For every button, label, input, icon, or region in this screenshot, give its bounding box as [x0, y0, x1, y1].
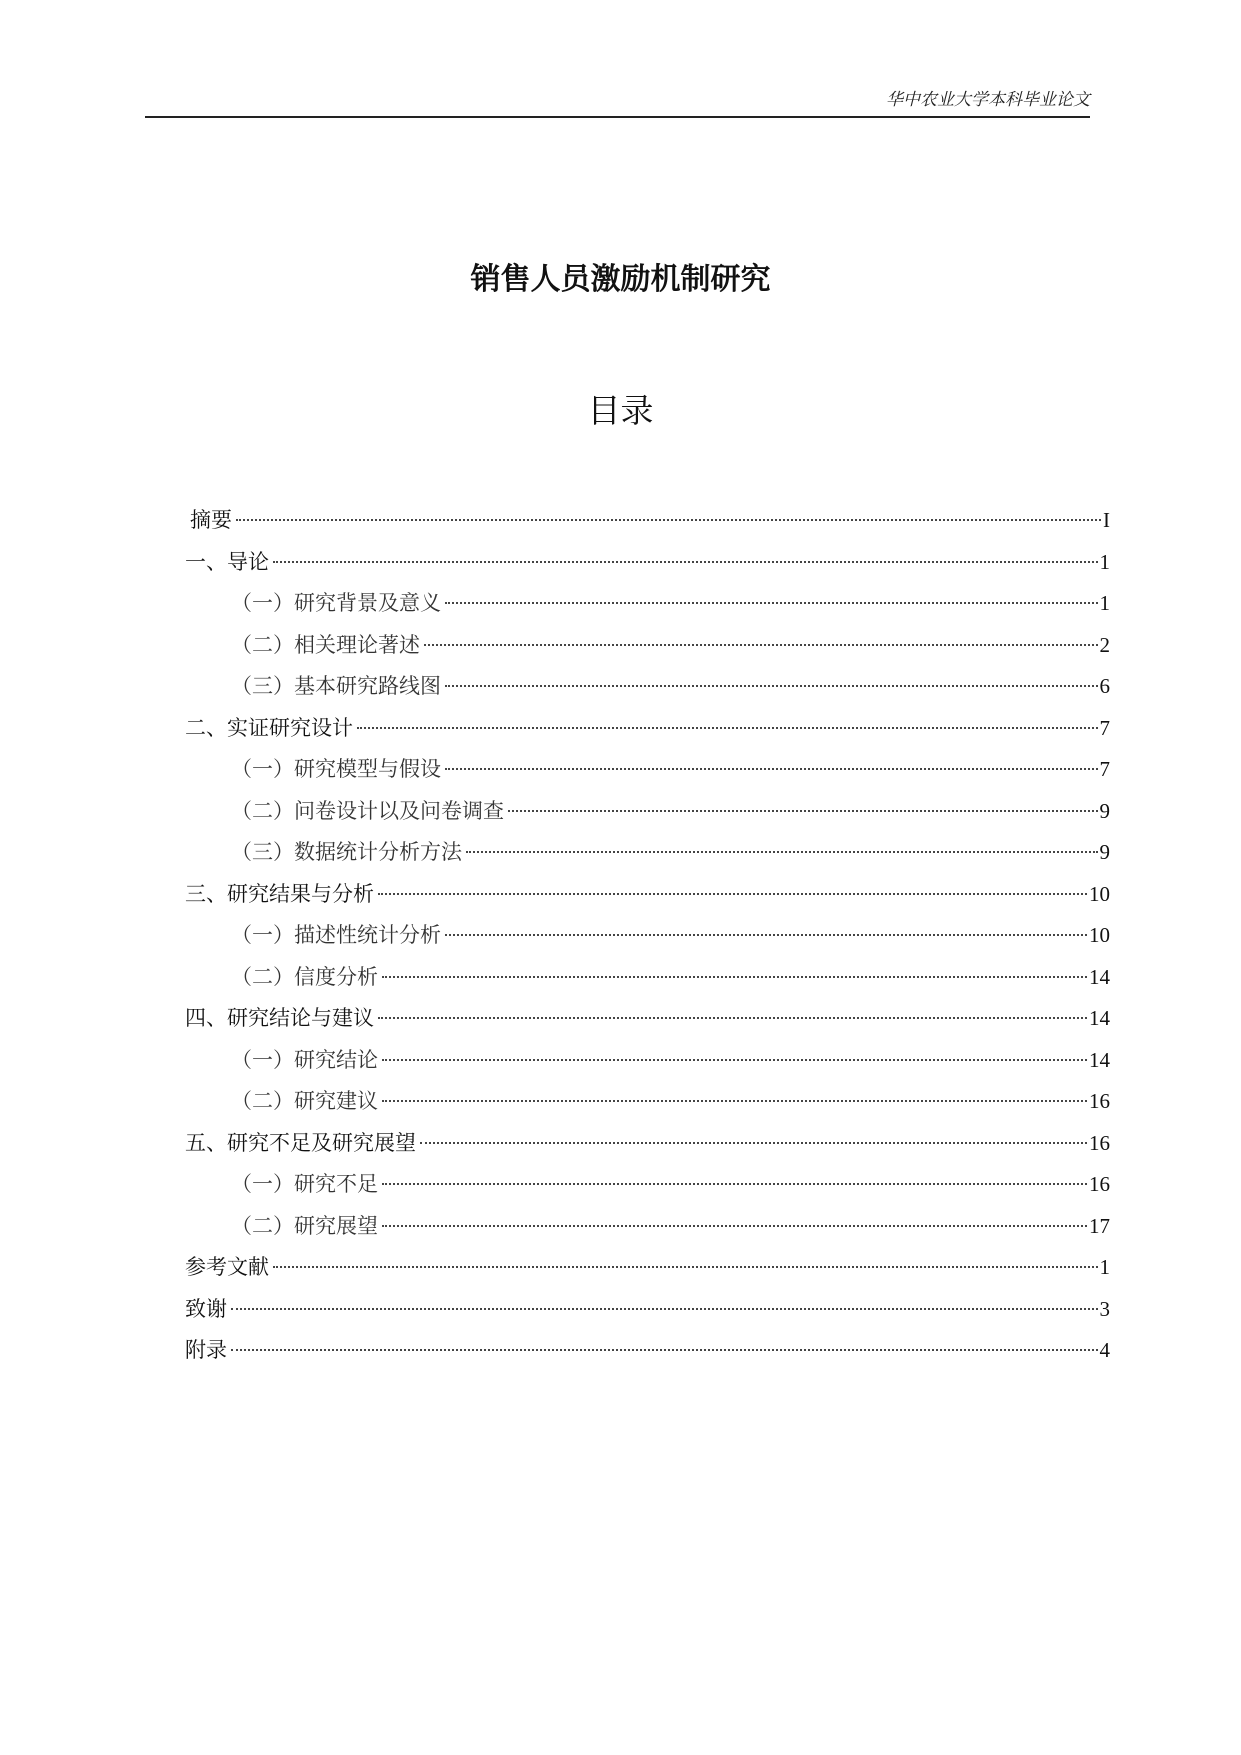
toc-entry-label: （二）问卷设计以及问卷调查	[231, 798, 504, 823]
toc-dot-leader	[424, 644, 1098, 646]
toc-entry[interactable]	[185, 915, 1110, 957]
toc-entry-label: （一）研究模型与假设	[231, 757, 441, 781]
toc-entry-page-number: 16	[1089, 1172, 1110, 1196]
toc-entry-page-number: 9	[1099, 798, 1110, 823]
toc-entry-label: 一、导论	[185, 549, 269, 574]
toc-entry[interactable]	[185, 749, 1110, 791]
toc-entry-label: （一）研究不足	[231, 1172, 378, 1196]
toc-dot-leader	[445, 685, 1098, 687]
toc-entry[interactable]	[185, 666, 1110, 708]
toc-entry[interactable]	[185, 1206, 1110, 1248]
toc-entry-label: （一）研究结论	[231, 1047, 378, 1072]
toc-entry[interactable]	[185, 1164, 1110, 1206]
toc-entry-page-number: 6	[1099, 674, 1110, 698]
toc-entry-page-number: 7	[1099, 715, 1110, 740]
toc-entry-label: （二）研究展望	[231, 1213, 378, 1238]
toc-entry-label: （一）描述性统计分析	[231, 923, 441, 947]
toc-entry-page-number: 2	[1099, 632, 1110, 657]
toc-dot-leader	[508, 810, 1098, 812]
toc-entry-label: 摘要	[190, 508, 232, 532]
toc-entry[interactable]	[185, 1247, 1110, 1289]
page-header	[145, 88, 1090, 118]
toc-dot-leader	[231, 1308, 1098, 1310]
toc-dot-leader	[382, 1059, 1087, 1061]
toc-dot-leader	[445, 768, 1098, 770]
toc-entry-page-number: 17	[1089, 1213, 1110, 1238]
toc-entry-label: （一）研究背景及意义	[231, 591, 441, 615]
toc-entry-page-number: 14	[1089, 1047, 1110, 1072]
toc-entry-label: 二、实证研究设计	[185, 715, 353, 740]
document-title: 销售人员激励机制研究	[470, 262, 771, 297]
toc-dot-leader	[382, 1225, 1087, 1227]
table-of-contents	[185, 500, 1110, 1372]
toc-entry[interactable]	[185, 1081, 1110, 1123]
toc-dot-leader	[273, 1266, 1098, 1268]
toc-dot-leader	[420, 1142, 1087, 1144]
toc-dot-leader	[273, 561, 1098, 563]
toc-entry-label: （二）研究建议	[231, 1089, 378, 1113]
toc-entry[interactable]	[185, 625, 1110, 667]
toc-entry[interactable]	[185, 1040, 1110, 1082]
toc-dot-leader	[382, 1183, 1087, 1185]
toc-entry[interactable]	[185, 1123, 1110, 1165]
toc-dot-leader	[382, 1100, 1087, 1102]
toc-entry-label: 四、研究结论与建议	[185, 1006, 374, 1030]
toc-entry-label: 三、研究结果与分析	[185, 881, 374, 906]
toc-entry[interactable]	[185, 708, 1110, 750]
toc-entry[interactable]	[185, 832, 1110, 874]
toc-entry[interactable]	[185, 1330, 1110, 1372]
toc-entry[interactable]	[185, 957, 1110, 999]
toc-dot-leader	[445, 934, 1087, 936]
toc-dot-leader	[378, 1017, 1087, 1019]
toc-dot-leader	[466, 851, 1098, 853]
toc-entry-label: 附录	[185, 1338, 227, 1362]
toc-entry-page-number: 10	[1089, 881, 1110, 906]
toc-entry[interactable]	[185, 874, 1110, 916]
toc-entry[interactable]	[185, 500, 1110, 542]
toc-entry-page-number: 16	[1089, 1130, 1110, 1155]
toc-entry-page-number: 1	[1099, 549, 1110, 574]
toc-entry-label: 参考文献	[185, 1255, 269, 1279]
toc-entry-page-number: 9	[1099, 840, 1110, 864]
toc-entry[interactable]	[185, 583, 1110, 625]
toc-entry-label: （三）数据统计分析方法	[231, 840, 462, 864]
toc-entry-page-number: 1	[1099, 1255, 1110, 1279]
toc-dot-leader	[231, 1349, 1098, 1351]
toc-entry-page-number: I	[1103, 508, 1110, 532]
toc-entry-page-number: 14	[1089, 964, 1110, 989]
toc-entry[interactable]	[185, 791, 1110, 833]
toc-entry-page-number: 10	[1089, 923, 1110, 947]
toc-dot-leader	[236, 519, 1101, 521]
toc-entry-page-number: 1	[1099, 591, 1110, 615]
toc-entry[interactable]	[185, 542, 1110, 584]
toc-dot-leader	[378, 893, 1087, 895]
toc-entry-label: （二）相关理论著述	[231, 632, 420, 657]
toc-entry[interactable]	[185, 998, 1110, 1040]
header-institution-text: 华中农业大学本科毕业论文	[886, 90, 1090, 110]
toc-entry-page-number: 7	[1099, 757, 1110, 781]
toc-heading: 目录	[587, 391, 654, 430]
toc-entry-label: （三）基本研究路线图	[231, 674, 441, 698]
toc-entry-label: （二）信度分析	[231, 964, 378, 989]
toc-entry-label: 五、研究不足及研究展望	[185, 1130, 416, 1155]
toc-dot-leader	[445, 602, 1098, 604]
toc-entry-label: 致谢	[185, 1296, 227, 1321]
toc-dot-leader	[382, 976, 1087, 978]
toc-entry-page-number: 4	[1099, 1338, 1110, 1362]
toc-entry[interactable]	[185, 1289, 1110, 1331]
toc-entry-page-number: 3	[1099, 1296, 1110, 1321]
toc-dot-leader	[357, 727, 1098, 729]
toc-entry-page-number: 14	[1089, 1006, 1110, 1030]
toc-entry-page-number: 16	[1089, 1089, 1110, 1113]
